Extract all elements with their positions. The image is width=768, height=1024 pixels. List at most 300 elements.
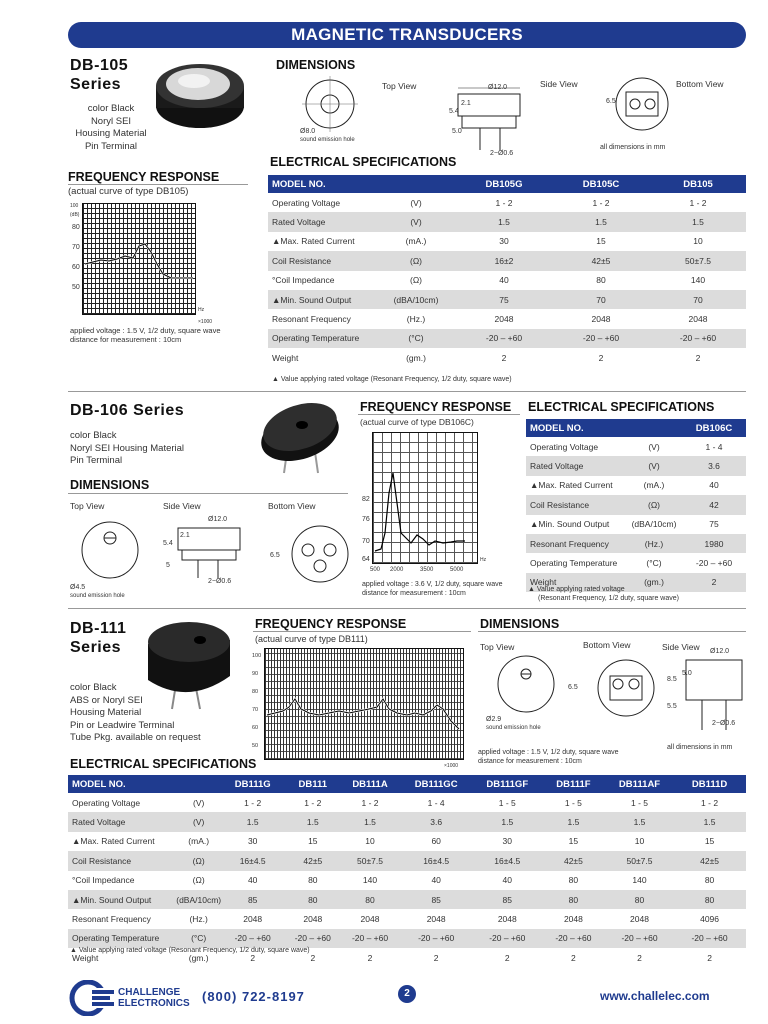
table-row <box>268 329 746 348</box>
table-cell: 50±7.5 <box>606 851 673 870</box>
table-cell: Resonant Frequency <box>526 534 626 553</box>
db105-top-view-label: Top View <box>382 81 417 91</box>
desc-line: color Black <box>70 430 117 441</box>
table-cell: (Ω) <box>626 495 682 514</box>
table-row <box>68 929 746 948</box>
db105-dim-hole: Ø8.0 <box>300 128 316 135</box>
table-cell: Coil Resistance <box>526 495 626 514</box>
desc-line: color Black <box>87 103 135 114</box>
table-cell: 70 <box>552 290 650 309</box>
table-cell: -20 – +60 <box>456 329 552 348</box>
db111-dim-dia: Ø12.0 <box>710 648 730 655</box>
table-cell: Weight <box>526 573 626 592</box>
db106-dim-h3: 5 <box>166 562 170 569</box>
table-cell: (mA.) <box>405 236 427 247</box>
table-cell: 1 - 4 <box>705 441 723 452</box>
db105-y2: 70 <box>72 244 80 251</box>
note-line: applied voltage : 3.6 V, 1/2 duty, square wave <box>362 581 503 588</box>
col-header: DB111GF <box>474 775 541 793</box>
table-row <box>68 851 746 870</box>
db106-product-photo <box>248 395 344 475</box>
table-cell: -20 – +60 <box>341 929 398 948</box>
table-cell: -20 – +60 <box>474 929 541 948</box>
table-cell: 1 - 2 <box>361 797 379 808</box>
table-cell: -20 – +60 <box>650 329 746 348</box>
table-cell: (gm.) <box>188 952 209 963</box>
db111-dim-h3: 5.5 <box>667 703 677 710</box>
table-cell: 140 <box>690 275 706 286</box>
phone-number: (800) 722-8197 <box>202 989 305 1004</box>
db106-graph-note <box>362 581 503 598</box>
table-cell: 1.5 <box>673 812 746 831</box>
db106-dim-pin: 2−Ø0.6 <box>208 578 232 585</box>
db111-dim-h2: 8.5 <box>667 676 677 683</box>
table-cell: 2048 <box>243 914 263 925</box>
desc-line: Pin or Leadwire Terminal <box>70 719 175 731</box>
brand-name <box>118 987 190 1009</box>
section-divider <box>68 608 746 609</box>
db106-dim-dia: Ø12.0 <box>208 516 228 523</box>
db106-y2: 76 <box>362 516 370 523</box>
db106-hz: Hz <box>480 557 487 563</box>
divider <box>478 631 746 632</box>
table-cell: 75 <box>456 290 552 309</box>
table-cell: 80 <box>704 875 715 886</box>
db106-freq-title: FREQUENCY RESPONSE <box>360 400 512 414</box>
table-cell: 2 <box>501 352 507 363</box>
db105-dimensions-title: DIMENSIONS <box>276 58 356 72</box>
table-cell: 16±2 <box>456 251 552 270</box>
db111-spec-title: ELECTRICAL SPECIFICATIONS <box>70 757 257 771</box>
db105-description <box>70 103 152 153</box>
table-cell: 1 - 2 <box>701 797 719 808</box>
db105-dim-h1: 2.1 <box>461 100 471 107</box>
db105-series-name: DB-105 <box>70 57 129 74</box>
website-link[interactable]: www.challelec.com <box>600 989 710 1003</box>
col-header: MODEL NO. <box>526 419 626 437</box>
challenge-logo-icon <box>68 980 120 1016</box>
table-row <box>68 832 746 851</box>
table-cell: -20 – +60 <box>284 929 341 948</box>
table-cell: 40 <box>247 875 258 886</box>
table-cell: 2 <box>367 952 373 963</box>
db105-dim-dia: Ø12.0 <box>488 84 508 91</box>
db105-freq-curve <box>83 204 195 314</box>
db111-bottom-view-label: Bottom View <box>583 640 631 650</box>
db106-y1: 82 <box>362 496 370 503</box>
db111-y3: 70 <box>252 707 259 713</box>
table-row <box>526 476 746 495</box>
table-cell: 1 - 4 <box>427 797 445 808</box>
table-cell: 80 <box>341 890 398 909</box>
table-cell: Rated Voltage <box>526 456 626 475</box>
table-cell: 70 <box>650 290 746 309</box>
db111-freq-caption: (actual curve of type DB111) <box>255 634 368 644</box>
page-number-badge: 2 <box>398 985 416 1003</box>
note-line: distance for measurement : 10cm <box>478 757 582 765</box>
db106-description <box>70 430 184 468</box>
db111-spec-table <box>68 775 746 968</box>
table-row <box>268 212 746 231</box>
db105-dim-pin: 2−Ø0.6 <box>490 150 514 157</box>
db111-dimensions-title: DIMENSIONS <box>480 617 560 631</box>
db106-top-view-label: Top View <box>70 501 105 511</box>
desc-line: color Black <box>70 682 117 693</box>
db111-y0: 100 <box>252 653 262 659</box>
table-cell: 30 <box>499 236 509 247</box>
divider <box>253 631 471 632</box>
table-cell: 2048 <box>494 314 514 325</box>
table-cell: 1 - 2 <box>592 197 610 208</box>
db111-y4: 60 <box>252 725 259 731</box>
db106-series-title: DB-106 Series <box>70 402 185 419</box>
table-row <box>526 553 746 572</box>
table-cell: ▲Max. Rated Current <box>72 836 155 847</box>
table-cell: 85 <box>221 890 284 909</box>
db111-footnote: ▲ Value applying rated voltage (Resonant Frequency, 1/2 duty, square wave) <box>70 947 310 954</box>
db111-xunit: ×1000 <box>444 763 459 769</box>
table-cell: 85 <box>399 890 474 909</box>
table-cell: Resonant Frequency <box>272 314 351 325</box>
table-cell: Weight <box>72 952 99 963</box>
table-cell: Operating Voltage <box>530 441 599 452</box>
db105-graph-note <box>70 327 221 344</box>
table-cell: 16±4.5 <box>474 851 541 870</box>
table-row <box>68 909 746 928</box>
table-cell: 2048 <box>360 914 380 925</box>
table-cell: 1 - 2 <box>495 197 513 208</box>
col-header: DB105C <box>552 175 650 193</box>
db105-ymax: 100 (dB) <box>70 203 80 218</box>
db111-top-view-label: Top View <box>480 642 515 652</box>
table-cell: 40 <box>502 875 512 886</box>
table-cell: 50±7.5 <box>341 851 398 870</box>
desc-line: Tube Pkg. available on request <box>70 732 201 743</box>
db105-y1: 80 <box>72 224 80 231</box>
db105-freq-graph <box>82 203 196 315</box>
table-cell: 2048 <box>303 914 323 925</box>
db111-dim-h1: 5.0 <box>682 670 692 677</box>
db111-series-name: DB-111 <box>70 620 127 637</box>
table-cell: 2048 <box>497 914 517 925</box>
db111-side-view-label: Side View <box>662 642 700 652</box>
table-cell: 4096 <box>700 914 720 925</box>
db105-series-title <box>70 56 128 94</box>
table-cell: 42±5 <box>284 851 341 870</box>
desc-line: Housing Material <box>70 707 142 718</box>
table-cell: 80 <box>568 875 579 886</box>
db106-dim-h2: 5.4 <box>163 540 173 547</box>
table-cell: (Hz.) <box>406 314 426 325</box>
table-row <box>526 534 746 553</box>
table-row <box>68 812 746 831</box>
db106-y3: 70 <box>362 538 370 545</box>
table-cell: 2048 <box>563 914 583 925</box>
table-cell: 1 - 5 <box>498 797 516 808</box>
db106-x1: 500 <box>370 567 381 573</box>
desc-line: Noryl SEI <box>90 115 132 127</box>
table-cell: 15 <box>596 236 606 247</box>
db106-x2: 2000 <box>390 567 404 573</box>
table-cell: Rated Voltage <box>68 812 176 831</box>
db105-dim-h3: 5.0 <box>452 128 462 135</box>
table-row <box>526 456 746 475</box>
table-row <box>268 309 746 328</box>
table-cell: 2048 <box>426 914 446 925</box>
table-row <box>268 232 746 251</box>
table-cell: 2 <box>250 952 256 963</box>
table-cell: 3.6 <box>682 456 746 475</box>
brand-line1: CHALLENGE <box>118 987 181 998</box>
table-cell: 15 <box>308 836 318 847</box>
table-cell: -20 – +60 <box>606 929 673 948</box>
db106-spec-title: ELECTRICAL SPECIFICATIONS <box>528 400 715 414</box>
table-cell: 40 <box>499 275 509 286</box>
db106-footnote <box>528 586 679 603</box>
table-cell: -20 – +60 <box>695 558 733 569</box>
col-header: MODEL NO. <box>68 775 176 793</box>
divider <box>68 493 348 494</box>
col-header: DB111G <box>221 775 284 793</box>
db106-dim-h1: 2.1 <box>180 532 190 539</box>
db111-dim-hole: Ø2.9 <box>486 716 502 723</box>
table-cell: Resonant Frequency <box>72 914 151 925</box>
db106-dim-hole: Ø4.5 <box>70 584 86 591</box>
db111-y5: 50 <box>252 743 259 749</box>
table-cell: 140 <box>632 875 647 886</box>
table-cell: 40 <box>709 480 719 491</box>
db105-dimension-drawings <box>290 76 750 164</box>
db105-footnote: ▲ Value applying rated voltage (Resonant Frequency, 1/2 duty, square wave) <box>272 376 512 383</box>
db106-x3: 3500 <box>420 567 434 573</box>
table-row <box>268 290 746 309</box>
db105-product-photo <box>150 56 250 136</box>
db105-all-dims-note: all dimensions in mm <box>600 144 666 151</box>
table-cell: -20 – +60 <box>673 929 746 948</box>
table-cell: Coil Resistance <box>268 251 376 270</box>
col-header: DB111A <box>341 775 398 793</box>
table-cell: ▲Min. Sound Output <box>530 519 610 530</box>
table-cell: 75 <box>709 519 719 530</box>
table-cell: 2 <box>598 352 604 363</box>
table-cell: ▲Max. Rated Current <box>272 236 355 247</box>
table-cell: 1.5 <box>650 212 746 231</box>
brand-line2: ELECTRONICS <box>118 998 190 1009</box>
db106-freq-caption: (actual curve of type DB106C) <box>360 417 474 427</box>
table-cell: (V) <box>410 197 422 208</box>
table-cell: 30 <box>502 836 512 847</box>
table-cell: -20 – +60 <box>221 929 284 948</box>
db105-series-word: Series <box>70 76 122 93</box>
table-cell: 2 <box>707 952 712 963</box>
table-cell: 1.5 <box>284 812 341 831</box>
db106-x4: 5000 <box>450 567 464 573</box>
col-header <box>626 419 682 437</box>
table-cell: (Ω) <box>176 851 221 870</box>
table-row <box>526 515 746 534</box>
table-cell: Operating Voltage <box>272 197 341 208</box>
table-cell: 1.5 <box>221 812 284 831</box>
table-cell: (dBA/10cm) <box>176 890 221 909</box>
table-cell: (V) <box>648 441 660 452</box>
col-header <box>176 775 221 793</box>
table-row <box>268 271 746 290</box>
col-header: MODEL NO. <box>268 175 376 193</box>
table-cell: (mA.) <box>188 836 210 847</box>
table-cell: (°C) <box>176 929 221 948</box>
db105-freq-caption: (actual curve of type DB105) <box>68 186 189 197</box>
db106-spec-table <box>526 419 746 592</box>
db111-series-word: Series <box>70 639 122 656</box>
db111-all-dims-note: all dimensions in mm <box>667 744 733 751</box>
table-cell: (dBA/10cm) <box>376 290 456 309</box>
table-cell: (°C) <box>376 329 456 348</box>
divider <box>358 414 520 415</box>
db105-y3: 60 <box>72 264 80 271</box>
table-cell: 2 <box>310 952 316 963</box>
db105-hole-label: sound emission hole <box>300 137 355 143</box>
table-cell: (°C) <box>646 558 662 569</box>
table-cell: 1.5 <box>552 212 650 231</box>
db111-dim-h4: 6.5 <box>568 684 578 691</box>
table-row <box>526 495 746 514</box>
table-row <box>268 193 746 212</box>
table-cell: °Coil Impedance <box>72 875 135 886</box>
table-cell: -20 – +60 <box>541 929 606 948</box>
table-cell: (mA.) <box>643 480 665 491</box>
table-cell: 2 <box>637 952 642 963</box>
table-cell: 3.6 <box>399 812 474 831</box>
table-cell: 42±5 <box>541 851 606 870</box>
db111-dim-pin: 2−Ø0.6 <box>712 720 736 727</box>
table-cell: 80 <box>284 890 341 909</box>
table-cell: 16±4.5 <box>399 851 474 870</box>
note-line: distance for measurement : 10cm <box>362 589 466 597</box>
table-row <box>526 437 746 456</box>
db106-freq-curve <box>373 433 477 563</box>
table-cell: 2 <box>695 352 701 363</box>
db111-y2: 80 <box>252 689 259 695</box>
db105-spec-title: ELECTRICAL SPECIFICATIONS <box>270 155 457 169</box>
table-cell: 2048 <box>688 314 708 325</box>
db106-hole-label: sound emission hole <box>70 593 125 599</box>
page-banner: MAGNETIC TRANSDUCERS <box>68 22 746 48</box>
table-row <box>268 348 746 367</box>
table-row <box>68 871 746 890</box>
table-cell: ▲Min. Sound Output <box>68 890 176 909</box>
table-cell: (gm.) <box>406 352 426 363</box>
table-row <box>68 890 746 909</box>
col-header: DB105G <box>456 175 552 193</box>
table-cell: 1.5 <box>341 812 398 831</box>
db111-freq-curve <box>265 649 463 759</box>
table-cell: (V) <box>376 212 456 231</box>
desc-line: Pin Terminal <box>70 455 123 466</box>
table-cell: 2 <box>433 952 439 963</box>
col-header: DB105 <box>650 175 746 193</box>
db111-graph-note <box>478 749 619 766</box>
table-cell: 2 <box>504 952 510 963</box>
table-cell: -20 – +60 <box>399 929 474 948</box>
table-row <box>68 793 746 812</box>
db106-bottom-view-label: Bottom View <box>268 501 316 511</box>
table-cell: (gm.) <box>626 573 682 592</box>
col-header: DB111 <box>284 775 341 793</box>
db105-dim-h4: 6.5 <box>606 98 616 105</box>
note-line: distance for measurement : 10cm <box>70 334 182 344</box>
col-header: DB111F <box>541 775 606 793</box>
table-cell: 1980 <box>682 534 746 553</box>
table-cell: 60 <box>431 836 441 847</box>
table-cell: (V) <box>193 797 205 808</box>
table-cell: 1.5 <box>474 812 541 831</box>
table-cell: (Hz.) <box>626 534 682 553</box>
table-cell: Coil Resistance <box>68 851 176 870</box>
note-line: applied voltage : 1.5 V, 1/2 duty, square wave <box>478 749 619 756</box>
table-row <box>268 251 746 270</box>
table-cell: 30 <box>247 836 258 847</box>
db111-hole-label: sound emission hole <box>486 725 541 731</box>
table-cell: 50±7.5 <box>650 251 746 270</box>
db105-bottom-view-label: Bottom View <box>676 79 724 89</box>
table-cell: Operating Temperature <box>268 329 376 348</box>
db105-dim-h2: 5.4 <box>449 108 459 115</box>
db106-freq-graph <box>372 432 478 564</box>
table-cell: (dBA/10cm) <box>631 519 677 530</box>
table-cell: 80 <box>541 890 606 909</box>
table-cell: (V) <box>176 812 221 831</box>
table-cell: Rated Voltage <box>268 212 376 231</box>
table-cell: 1 - 5 <box>564 797 582 808</box>
table-cell: 10 <box>693 236 703 247</box>
table-cell: 40 <box>431 875 441 886</box>
db111-freq-title: FREQUENCY RESPONSE <box>255 617 407 631</box>
table-cell: 1.5 <box>541 812 606 831</box>
table-cell: 1 - 2 <box>244 797 262 808</box>
note-line: (Resonant Frequency, 1/2 duty, square wave) <box>538 594 679 602</box>
table-cell: 16±4.5 <box>221 851 284 870</box>
desc-line: Noryl SEI Housing Material <box>70 442 185 454</box>
table-cell: 1 - 5 <box>631 797 649 808</box>
table-cell: 10 <box>634 836 645 847</box>
db106-side-view-label: Side View <box>163 501 201 511</box>
table-cell: 1 - 2 <box>689 197 707 208</box>
db105-spec-table <box>268 175 746 368</box>
table-cell: °Coil Impedance <box>272 275 335 286</box>
db105-xunit: ×1000 <box>198 319 213 325</box>
col-header: DB111AF <box>606 775 673 793</box>
col-header: DB111GC <box>399 775 474 793</box>
col-header: DB106C <box>682 419 746 437</box>
table-cell: 2048 <box>630 914 649 925</box>
table-cell: 1.5 <box>606 812 673 831</box>
table-cell: Weight <box>272 352 299 363</box>
table-cell: 42±5 <box>673 851 746 870</box>
db111-y1: 90 <box>252 671 259 677</box>
db111-description <box>70 682 201 745</box>
table-cell: Operating Voltage <box>72 797 141 808</box>
table-cell: (Hz.) <box>189 914 208 925</box>
db106-y4: 64 <box>362 556 370 563</box>
table-cell: 1.5 <box>456 212 552 231</box>
table-cell: ▲Max. Rated Current <box>530 480 613 491</box>
desc-line: Housing Material <box>75 128 147 139</box>
table-cell: 1 - 2 <box>304 797 322 808</box>
table-cell: 2 <box>682 573 746 592</box>
db106-dim-h4: 6.5 <box>270 552 280 559</box>
db105-y4: 50 <box>72 284 80 291</box>
table-cell: 42 <box>682 495 746 514</box>
